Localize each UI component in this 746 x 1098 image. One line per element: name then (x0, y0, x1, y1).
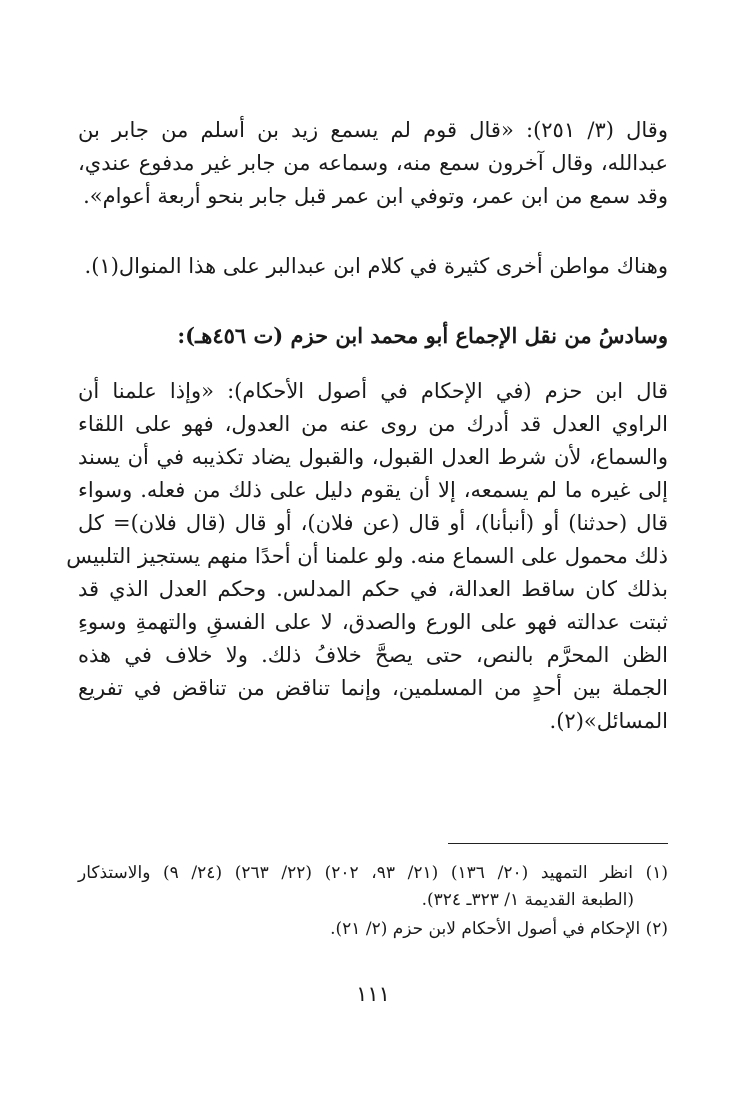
paragraph-3-line-4: إلى غيره ما لم يسمعه، إلا أن يقوم دليل على ذلك من فعله. وسواء (78, 478, 668, 502)
paragraph-3-line-5: قال (حدثنا) أو (أنبأنا)، أو قال (عن فلان)، أو قال (قال فلان)= كل (78, 511, 668, 535)
paragraph-3-line-11: المسائل»(٢). (549, 709, 668, 733)
paragraph-3-line-2: الراوي العدل قد أدرك من روى عنه من العدول، فهو على اللقاء (78, 412, 668, 436)
footnote-divider (448, 843, 668, 844)
paragraph-3-line-3: والسماع، لأن شرط العدل القبول، والقبول يضاد تكذيبه في أن يسند (78, 445, 668, 469)
page-number: ١١١ (356, 982, 390, 1006)
paragraph-1-line-3: وقد سمع من ابن عمر، وتوفي ابن عمر قبل جابر بنحو أربعة أعوام». (83, 184, 668, 208)
paragraph-2: وهناك مواطن أخرى كثيرة في كلام ابن عبدالبر على هذا المنوال(١). (84, 254, 668, 278)
paragraph-3-line-6: ذلك محمول على السماع منه. ولو علمنا أن أحدًا منهم يستجيز التلبيس (66, 544, 668, 568)
paragraph-3-line-1: قال ابن حزم (في الإحكام في أصول الأحكام): «وإذا علمنا أن (78, 379, 668, 403)
footnote-2: (٢) الإحكام في أصول الأحكام لابن حزم (٢/ ٢١). (330, 919, 668, 939)
paragraph-1-line-2: عبدالله، وقال آخرون سمع منه، وسماعه من جابر غير مدفوع عندي، (78, 151, 668, 175)
paragraph-3-line-8: ثبتت عدالته فهو على الورع والصدق، لا على الفسقِ والتهمةِ وسوءِ (78, 610, 668, 634)
footnote-1-line-1: (١) انظر التمهيد (٢٠/ ١٣٦) (٢١/ ٩٣، ٢٠٢) (٢٢/ ٢٦٣) (٢٤/ ٩) والاستذكار (78, 863, 669, 883)
paragraph-3-line-7: بذلك كان ساقط العدالة، في حكم المدلس. وحكم العدل الذي قد (78, 577, 668, 601)
paragraph-3-line-10: الجملة بين أحدٍ من المسلمين، وإنما تناقض من تناقض في تفريع (78, 676, 668, 700)
paragraph-1-line-1: وقال (٣/ ٢٥١): «قال قوم لم يسمع زيد بن أسلم من جابر بن (78, 118, 668, 142)
section-heading: وسادسُ من نقل الإجماع أبو محمد ابن حزم (ت ٤٥٦هـ): (177, 323, 668, 348)
footnote-1-line-2: (الطبعة القديمة ١/ ٣٢٣ـ ٣٢٤). (421, 890, 634, 910)
paragraph-3-line-9: الظن المحرَّم بالنص، حتى يصحَّ خلافُ ذلك. ولا خلاف في هذه (78, 643, 668, 667)
